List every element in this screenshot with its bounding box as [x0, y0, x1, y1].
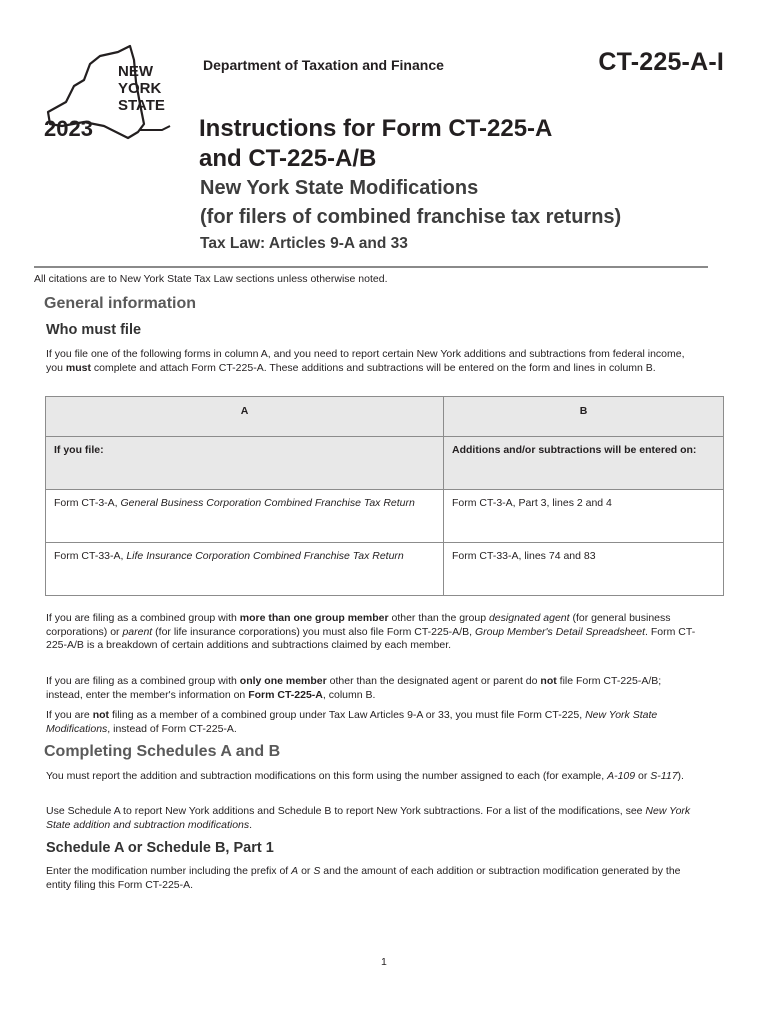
- schedule-part1-heading: Schedule A or Schedule B, Part 1: [46, 840, 274, 856]
- who-must-file-heading: Who must file: [46, 322, 142, 338]
- table-label-row: [46, 437, 724, 490]
- table-cell-form: Form CT-33-A, Life Insurance Corporation Combined Franchise Tax Return: [46, 543, 444, 596]
- filing-forms-table: [45, 396, 724, 596]
- subtitle-line-2: (for filers of combined franchise tax returns): [200, 206, 622, 228]
- logo-year: 2023: [44, 116, 93, 141]
- combined-group-paragraph: If you are filing as a combined group with more than one group member other than the group designated agent (for general business corporations) or parent (for life insurance corporations) you must also file Form CT-225-A/B, Group Member's Detail Spreadsheet. Form CT-225-A/B is a breakdown of certain additions and subtractions claimed by each member.: [46, 612, 696, 652]
- column-b-header: B: [444, 397, 724, 437]
- column-a-label: If you file:: [46, 437, 444, 490]
- page-number: 1: [381, 956, 387, 968]
- completing-schedules-heading: Completing Schedules A and B: [44, 743, 281, 760]
- not-combined-paragraph: If you are not filing as a member of a combined group under Tax Law Articles 9-A or 33, you must file Form CT-225, New York State Modifications, instead of Form CT-225-A.: [46, 709, 658, 735]
- table-cell-lines: Form CT-33-A, lines 74 and 83: [444, 543, 724, 596]
- column-a-header: A: [46, 397, 444, 437]
- completing-paragraph-1: You must report the addition and subtraction modifications on this form using the number assigned to each (for example, A-109 or S-117).: [46, 770, 684, 782]
- new-york-state-outline-icon: [44, 42, 192, 142]
- who-must-file-paragraph: If you file one of the following forms in column A, and you need to report certain New York additions and subtractions from federal income, you must complete and attach Form CT-225-A. These additions and subtractions will be entered on the form and lines in column B.: [46, 348, 685, 374]
- table-row: [46, 543, 724, 596]
- title-line-2: and CT-225-A/B: [199, 145, 377, 172]
- schedule-part1-paragraph: Enter the modification number including the prefix of A or S and the amount of each addition or subtraction modification generated by the entity filing this Form CT-225-A.: [46, 865, 681, 891]
- title-line-1: Instructions for Form CT-225-A: [199, 115, 553, 142]
- logo-line-state: STATE: [118, 97, 165, 114]
- form-number: CT-225-A-I: [598, 48, 724, 76]
- department-name: Department of Taxation and Finance: [203, 57, 444, 73]
- table-cell-lines: Form CT-3-A, Part 3, lines 2 and 4: [444, 490, 724, 543]
- table-cell-form: Form CT-3-A, General Business Corporation Combined Franchise Tax Return: [46, 490, 444, 543]
- table-row: [46, 490, 724, 543]
- column-b-label: Additions and/or subtractions will be entered on:: [444, 437, 724, 490]
- completing-paragraph-2: Use Schedule A to report New York additions and Schedule B to report New York subtractions. For a list of the modifications, see New York State addition and subtraction modifications.: [46, 805, 691, 831]
- citation-note: All citations are to New York State Tax Law sections unless otherwise noted.: [34, 273, 388, 285]
- table-column-letters: [46, 397, 724, 437]
- tax-law-reference: Tax Law: Articles 9-A and 33: [200, 235, 408, 252]
- subtitle-line-1: New York State Modifications: [200, 177, 479, 199]
- logo-line-york: YORK: [118, 80, 162, 97]
- document-title: [199, 114, 552, 174]
- header-divider: [34, 266, 708, 268]
- document-subtitle: [200, 174, 621, 232]
- single-member-paragraph: If you are filing as a combined group with only one member other than the designated agent or parent do not file Form CT-225-A/B; instead, enter the member's information on Form CT-225-A, column B.: [46, 675, 662, 701]
- logo-line-new: NEW: [118, 63, 153, 80]
- nys-logo: [44, 42, 192, 142]
- general-information-heading: General information: [44, 295, 197, 312]
